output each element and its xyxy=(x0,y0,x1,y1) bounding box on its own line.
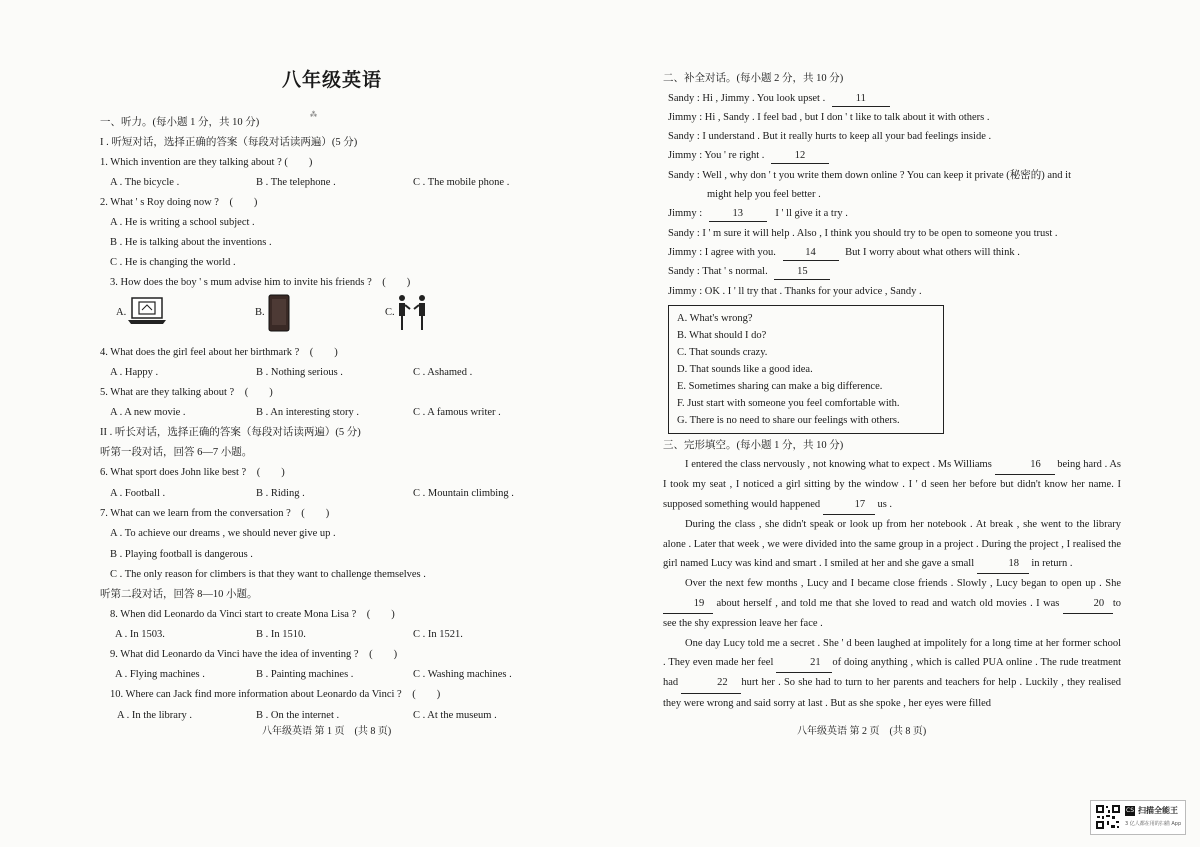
section-1-heading: 一、听力。(每小题 1 分，共 10 分) xyxy=(100,117,260,128)
dialogue-line-8 xyxy=(668,246,1020,261)
question-7: 7. What can we learn from the conversation ? ( ) xyxy=(100,508,330,519)
blank-20[interactable]: 20 xyxy=(1063,594,1113,614)
option-e: E. Sometimes sharing can make a big difference. xyxy=(677,381,883,392)
q5-option-a: A . A new movie . xyxy=(110,407,186,418)
scanner-watermark xyxy=(1090,800,1186,835)
options-box xyxy=(668,305,944,434)
cloze-p1-text-a: I entered the class nervously , not knowing what to expect . Ms Williams xyxy=(685,459,992,470)
q6-option-b: B . Riding . xyxy=(256,488,305,499)
q10-option-a: A . In the library . xyxy=(117,710,192,721)
page-2-footer: 八年级英语 第 2 页 (共 8 页) xyxy=(797,726,927,737)
q1-option-b: B . The telephone . xyxy=(256,177,336,188)
cloze-p4-text-c: hurt her . So she had to turn to her parents and teachers for help . Luckily , they realised they were wrong and said sorry at last . But as she spoke , her eyes were filled xyxy=(663,677,1122,709)
q7-option-a: A . To achieve our dreams , we should never give up . xyxy=(110,528,336,539)
q2-option-b: B . He is talking about the inventions . xyxy=(110,237,272,248)
dialogue-line-7: Sandy : I ' m sure it will help . Also , I think you should try to be open to someone you trust . xyxy=(668,228,1058,239)
question-1: 1. Which invention are they talking about ? ( ) xyxy=(100,157,313,168)
cloze-paragraph-3 xyxy=(663,574,1121,633)
cloze-p4-text-b: of doing anything , which is called PUA online . The rude treatment had xyxy=(663,657,1121,689)
dialogue-line-3: Sandy : I understand . But it really hurts to keep all your bad feelings inside . xyxy=(668,131,992,142)
blank-13[interactable]: 13 xyxy=(709,207,767,222)
blank-18[interactable]: 18 xyxy=(977,554,1029,574)
section-2-heading: 二、补全对话。(每小题 2 分，共 10 分) xyxy=(663,73,844,84)
dialogue-line-8-tail: But I worry about what others will think . xyxy=(845,247,1020,258)
q8-option-b: B . In 1510. xyxy=(256,629,306,640)
q3-option-a-label: A. xyxy=(116,307,127,318)
blank-15[interactable]: 15 xyxy=(774,265,830,280)
question-10: 10. Where can Jack find more information about Leonardo da Vinci ? ( ) xyxy=(110,689,441,700)
dialogue-2-intro: 听第二段对话，回答 8—10 小题。 xyxy=(100,589,258,600)
option-g: G. There is no need to share our feelings with others. xyxy=(677,415,900,426)
q4-option-b: B . Nothing serious . xyxy=(256,367,343,378)
blank-21[interactable]: 21 xyxy=(776,653,832,673)
blank-14[interactable]: 14 xyxy=(783,246,839,261)
q6-option-c: C . Mountain climbing . xyxy=(413,488,514,499)
page-1-footer: 八年级英语 第 1 页 (共 8 页) xyxy=(262,726,392,737)
blank-19[interactable]: 19 xyxy=(663,594,713,614)
scanner-tagline: 3 亿人都在用的扫描 App xyxy=(1125,821,1182,827)
question-3: 3. How does the boy ' s mum advise him to invite his friends ? ( ) xyxy=(110,277,411,288)
dialogue-line-1 xyxy=(668,92,890,107)
cloze-p4-text-a: One day Lucy told me a secret . She ' d been laughed at impolitely for a long time at her former school . They even made her feel xyxy=(663,637,1121,669)
q8-option-a: A . In 1503. xyxy=(115,629,165,640)
cloze-p1-text-c: us . xyxy=(877,498,893,510)
cloze-p3-text-c: to see the shy expression leave her face . xyxy=(663,597,1122,630)
dialogue-line-10: Jimmy : OK . I ' ll try that . Thanks for your advice , Sandy . xyxy=(668,286,922,297)
q7-option-b: B . Playing football is dangerous . xyxy=(110,549,253,560)
laptop-icon xyxy=(127,296,167,326)
cloze-paragraph-1 xyxy=(663,455,1121,515)
cloze-p3-text-b: about herself , and told me that she loved to read and watch old movies . I was xyxy=(716,597,1060,609)
dialogue-line-6 xyxy=(668,207,848,222)
part-2-heading: II . 听长对话，选择正确的答案（每段对话读两遍）(5 分) xyxy=(100,427,361,438)
q2-option-c: C . He is changing the world . xyxy=(110,257,236,268)
dialogue-line-4 xyxy=(668,149,829,164)
option-c: C. That sounds crazy. xyxy=(677,347,768,358)
q2-option-a: A . He is writing a school subject . xyxy=(110,217,255,228)
blank-11[interactable]: 11 xyxy=(832,92,890,107)
cs-logo-icon: CS xyxy=(1126,807,1134,814)
part-1-heading: I . 听短对话，选择正确的答案（每段对话读两遍）(5 分) xyxy=(100,137,358,148)
dialogue-line-9-text: Sandy : That ' s normal. xyxy=(668,266,768,277)
cloze-p2-text-a: During the class , she didn't speak or look up from her notebook . At break , she went to the library alone . Later that week , we were divided into the same group in a project . During the project , I realised the girl named Lucy was kind and smart . I smiled at her and she gave a small xyxy=(663,519,1121,570)
cloze-p1-text-b: being hard . As I took my seat , I noticed a girl sitting by the window . I ' d seen her before but didn't know her name. I supposed something would happened xyxy=(663,459,1122,510)
q5-option-c: C . A famous writer . xyxy=(413,407,501,418)
cloze-paragraph-4 xyxy=(663,634,1121,714)
dialogue-line-2: Jimmy : Hi , Sandy . I feel bad , but I don ' t like to talk about it with others . xyxy=(668,112,990,123)
option-b: B. What should I do? xyxy=(677,330,767,341)
q1-option-c: C . The mobile phone . xyxy=(413,177,510,188)
two-people-talking-icon xyxy=(394,294,430,332)
option-d: D. That sounds like a good idea. xyxy=(677,364,813,375)
option-a: A. What's wrong? xyxy=(677,313,753,324)
q3-option-b-label: B. xyxy=(255,307,265,318)
q3-option-c-label: C. xyxy=(385,307,395,318)
blank-16[interactable]: 16 xyxy=(995,455,1055,475)
blank-22[interactable]: 22 xyxy=(681,673,741,693)
cloze-paragraph-2 xyxy=(663,515,1121,574)
q8-option-c: C . In 1521. xyxy=(413,629,463,640)
q10-option-c: C . At the museum . xyxy=(413,710,497,721)
dialogue-line-5: Sandy : Well , why don ' t you write them down online ? You can keep it private (秘密的) and it xyxy=(668,170,1071,181)
dialogue-line-9 xyxy=(668,265,830,280)
q1-option-a: A . The bicycle . xyxy=(110,177,180,188)
q10-option-b: B . On the internet . xyxy=(256,710,340,721)
dialogue-line-5-cont: might help you feel better . xyxy=(707,189,821,200)
cloze-passage xyxy=(663,455,1121,713)
dialogue-1-intro: 听第一段对话，回答 6—7 小题。 xyxy=(100,447,253,458)
q5-option-b: B . An interesting story . xyxy=(256,407,359,418)
question-6: 6. What sport does John like best ? ( ) xyxy=(100,467,285,478)
option-f: F. Just start with someone you feel comfortable with. xyxy=(677,398,900,409)
cloze-p2-text-b: in return . xyxy=(1031,558,1073,570)
dialogue-line-8-text: Jimmy : I agree with you. xyxy=(668,247,776,258)
cloze-p3-text-a: Over the next few months , Lucy and I became close friends . Slowly , Lucy began to open up . She xyxy=(685,578,1121,590)
page-title: 八年级英语 xyxy=(282,70,383,91)
q9-option-b: B . Painting machines . xyxy=(256,669,354,680)
dialogue-line-1-text: Sandy : Hi , Jimmy . You look upset . xyxy=(668,93,826,104)
question-4: 4. What does the girl feel about her birthmark ? ( ) xyxy=(100,347,338,358)
q9-option-c: C . Washing machines . xyxy=(413,669,512,680)
question-8: 8. When did Leonardo da Vinci start to create Mona Lisa ? ( ) xyxy=(110,609,395,620)
dialogue-line-4-text: Jimmy : You ' re right . xyxy=(668,150,765,161)
question-5: 5. What are they talking about ? ( ) xyxy=(100,387,273,398)
question-2: 2. What ' s Roy doing now ? ( ) xyxy=(100,197,258,208)
scan-mark: ⁂ xyxy=(310,111,317,119)
scanner-brand: 扫描全能王 xyxy=(1138,806,1178,815)
qr-code-icon xyxy=(1095,804,1121,830)
q4-option-c: C . Ashamed . xyxy=(413,367,473,378)
q6-option-a: A . Football . xyxy=(110,488,166,499)
dialogue-line-6-speaker: Jimmy : xyxy=(668,208,703,219)
q9-option-a: A . Flying machines . xyxy=(115,669,205,680)
question-9: 9. What did Leonardo da Vinci have the idea of inventing ? ( ) xyxy=(110,649,398,660)
section-3-heading: 三、完形填空。(每小题 1 分，共 10 分) xyxy=(663,440,844,451)
blank-12[interactable]: 12 xyxy=(771,149,829,164)
q4-option-a: A . Happy . xyxy=(110,367,159,378)
q7-option-c: C . The only reason for climbers is that they want to challenge themselves . xyxy=(110,569,426,580)
dialogue-line-6-text: I ' ll give it a try . xyxy=(775,208,848,219)
blank-17[interactable]: 17 xyxy=(823,495,875,515)
mobile-phone-icon xyxy=(266,294,292,332)
